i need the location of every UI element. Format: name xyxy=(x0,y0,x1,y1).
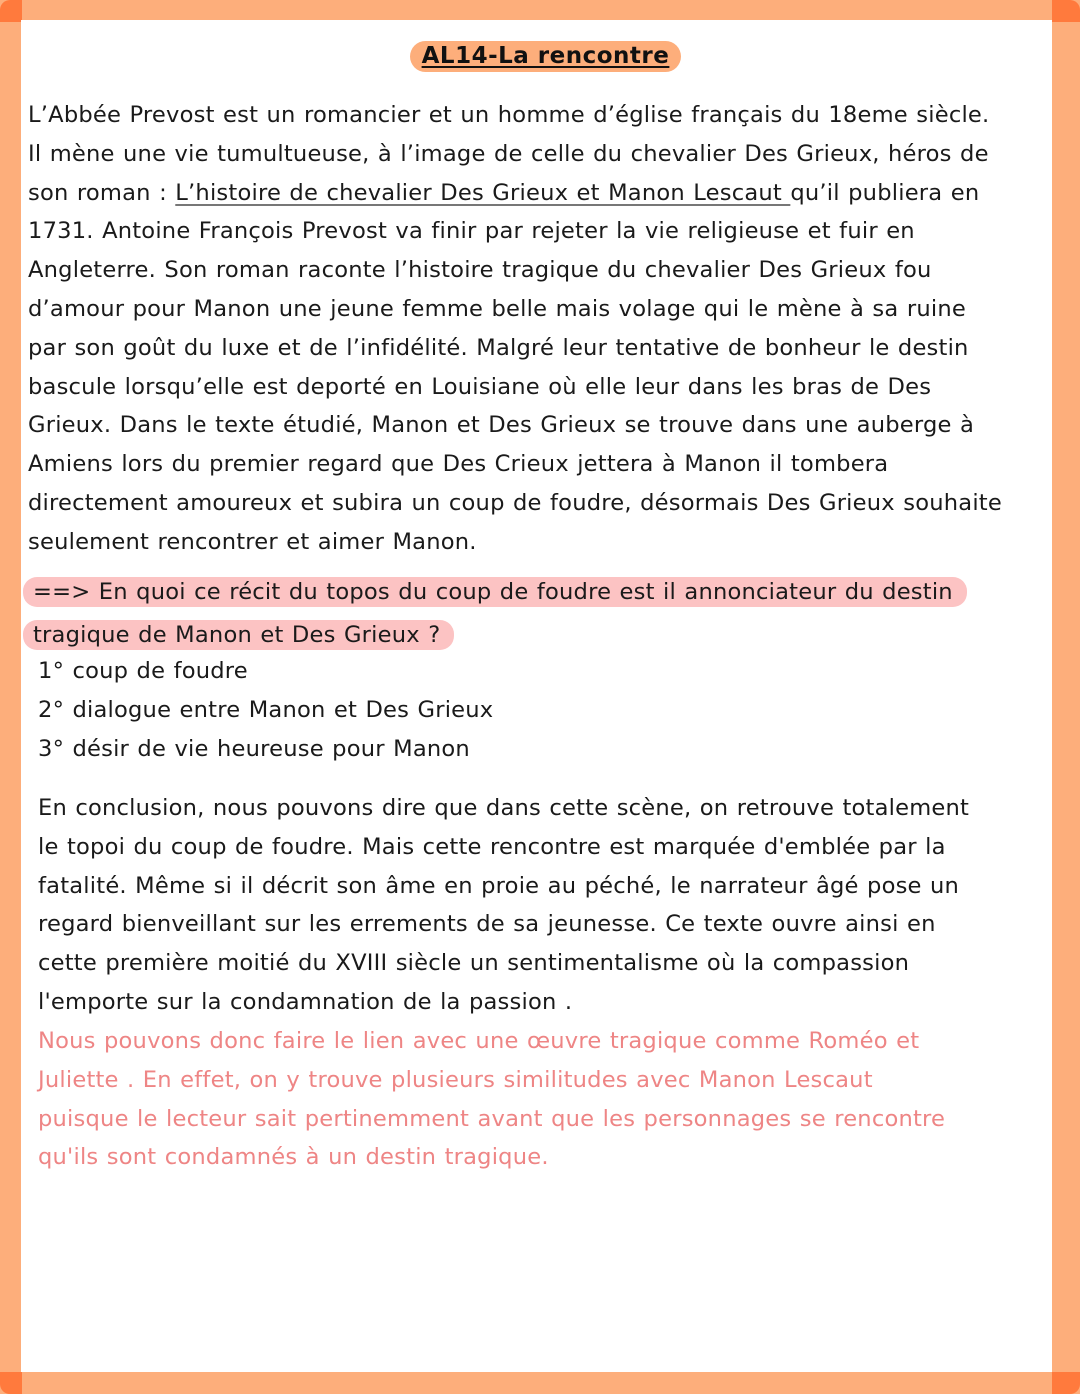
intro-line xyxy=(28,174,1002,213)
opening-line: puisque le lecteur sait pertinemment avant que les personnages se rencontre xyxy=(38,1105,946,1132)
conclusion-line: En conclusion, nous pouvons dire que dans cette scène, on retrouve totalement xyxy=(38,795,970,821)
conclusion-line: regard bienveillant sur les errements de sa jeunesse. Ce texte ouvre ainsi en xyxy=(38,911,936,938)
frame-corner-top-right xyxy=(1052,0,1080,22)
intro-line-lead: son roman : xyxy=(28,179,176,206)
conclusion-line: l'emporte sur la condamnation de la passion . xyxy=(38,988,573,1015)
problematic-line-highlighted: ==> En quoi ce récit du topos du coup de foudre est il annonciateur du destin xyxy=(23,577,967,607)
frame-corner-bottom-right xyxy=(1052,1372,1080,1394)
intro-line: Grieux. Dans le texte étudié, Manon et Des Grieux se trouve dans une auberge à xyxy=(28,412,975,439)
page-title: AL14-La rencontre xyxy=(410,41,682,72)
conclusion-line: le topoi du coup de foudre. Mais cette rencontre est marquée d'emblée par la xyxy=(38,833,946,860)
frame-left-border xyxy=(0,0,21,1394)
intro-line: 1731. Antoine François Prevost va finir par rejeter la vie religieuse et fuir en xyxy=(28,218,915,245)
frame-right-border xyxy=(1052,0,1080,1394)
plan-item: 1° coup de foudre xyxy=(38,658,248,684)
book-title: L’histoire de chevalier Des Grieux et Manon Lescaut xyxy=(175,179,791,206)
intro-paragraph xyxy=(28,96,1002,562)
intro-line: Angleterre. Son roman raconte l’histoire tragique du chevalier Des Grieux fou xyxy=(28,257,932,284)
plan-item: 2° dialogue entre Manon et Des Grieux xyxy=(38,696,494,723)
opening-line: Juliette . En effet, on y trouve plusieurs similitudes avec Manon Lescaut xyxy=(38,1066,873,1093)
problematic-line-highlighted: tragique de Manon et Des Grieux ? xyxy=(23,620,454,650)
document-page xyxy=(21,20,1052,1372)
conclusion-paragraph xyxy=(38,789,969,1022)
intro-line: Il mène une vie tumultueuse, à l’image de celle du chevalier Des Grieux, héros de xyxy=(28,140,989,167)
plan-item: 3° désir de vie heureuse pour Manon xyxy=(38,735,470,762)
intro-line: par son goût du luxe et de l’infidélité. Malgré leur tentative de bonheur le destin xyxy=(28,334,969,361)
intro-line-tail: qu’il publiera en xyxy=(790,179,980,206)
frame-corner-bottom-left xyxy=(0,1372,22,1394)
frame-top-border xyxy=(0,0,1080,20)
intro-line: directement amoureux et subira un coup de foudre, désormais Des Grieux souhaite xyxy=(28,489,1002,516)
conclusion-line: cette première moitié du XVIII siècle un sentimentalisme où la compassion xyxy=(38,950,910,977)
intro-line: seulement rencontrer et aimer Manon. xyxy=(28,528,477,555)
opening-line: qu'ils sont condamnés à un destin tragique. xyxy=(38,1144,549,1171)
problematic-question xyxy=(23,573,967,659)
intro-line: Amiens lors du premier regard que Des Crieux jettera à Manon il tombera xyxy=(28,451,889,478)
frame-corner-top-left xyxy=(0,0,22,22)
opening-paragraph xyxy=(38,1022,945,1177)
title-container xyxy=(21,41,1052,72)
intro-line: d’amour pour Manon une jeune femme belle mais volage qui le mène à sa ruine xyxy=(28,295,966,322)
intro-line: L’Abbée Prevost est un romancier et un homme d’église français du 18eme siècle. xyxy=(28,102,990,128)
frame-bottom-border xyxy=(0,1372,1080,1394)
opening-line: Nous pouvons donc faire le lien avec une œuvre tragique comme Roméo et xyxy=(38,1028,920,1054)
intro-line: bascule lorsqu’elle est deporté en Louisiane où elle leur dans les bras de Des xyxy=(28,373,932,400)
conclusion-line: fatalité. Même si il décrit son âme en proie au péché, le narrateur âgé pose un xyxy=(38,872,960,899)
plan-list xyxy=(38,652,493,768)
